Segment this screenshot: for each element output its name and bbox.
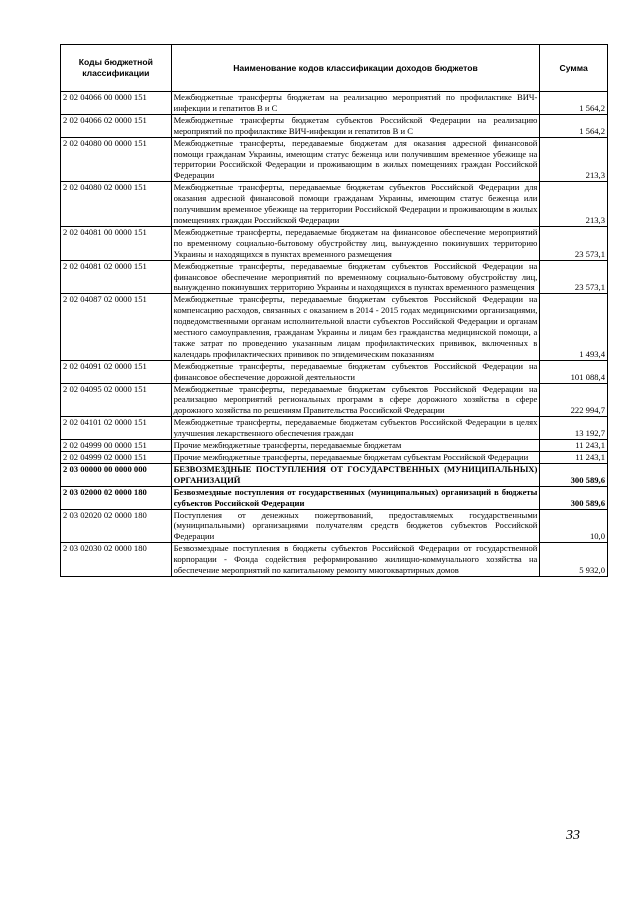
cell-name: Межбюджетные трансферты, передаваемые бюджетам субъектов Российской Федерации для оказания адресной финансовой помощи гражданам Украины, имеющим статус беженца или получившим временное убежище на территории Российской Федерации и проживающим в жилых помещениях граждан Российской Федерации: [171, 182, 540, 227]
table-row: [61, 463, 608, 486]
table-row: [61, 260, 608, 294]
cell-code: 2 02 04081 00 0000 151: [61, 226, 172, 260]
cell-name: Прочие межбюджетные трансферты, передаваемые бюджетам субъектам Российской Федерации: [171, 452, 540, 464]
table-row: [61, 92, 608, 115]
table-row: [61, 383, 608, 417]
table-body: [61, 92, 608, 577]
cell-code: 2 02 04080 00 0000 151: [61, 137, 172, 182]
cell-name: Безвозмездные поступления в бюджеты субъектов Российской Федерации от государственной корпорации - Фонда содействия реформированию жилищно-коммунального хозяйства на обеспечение мероприятий по капитальному ремонту многоквартирных домов: [171, 543, 540, 577]
cell-code: 2 02 04080 02 0000 151: [61, 182, 172, 227]
table-row: [61, 226, 608, 260]
cell-name: Поступления от денежных пожертвований, предоставляемых государственными (муниципальными) организациями получателям средств бюджетов субъектов Российской Федерации: [171, 509, 540, 543]
table-row: [61, 509, 608, 543]
cell-code: 2 02 04081 02 0000 151: [61, 260, 172, 294]
cell-sum: 11 243,1: [540, 440, 608, 452]
revenue-classification-table: [60, 44, 608, 577]
cell-code: 2 03 00000 00 0000 000: [61, 463, 172, 486]
table-header-row: [61, 45, 608, 92]
header-sum: Сумма: [540, 45, 608, 92]
cell-code: 2 02 04087 02 0000 151: [61, 294, 172, 360]
table-row: [61, 137, 608, 182]
table-row: [61, 440, 608, 452]
cell-sum: 1 493,4: [540, 294, 608, 360]
header-code: Коды бюджетной классификации: [61, 45, 172, 92]
page-number: 33: [566, 828, 580, 843]
cell-code: 2 03 02030 02 0000 180: [61, 543, 172, 577]
cell-name: Межбюджетные трансферты бюджетам субъектов Российской Федерации на реализацию мероприятий по профилактике ВИЧ-инфекции и гепатитов В и С: [171, 114, 540, 137]
cell-name: Межбюджетные трансферты, передаваемые бюджетам на финансовое обеспечение мероприятий по временному социально-бытовому обустройству лиц, вынужденно покинувших территорию Украины и находящихся в пунктах временного размещения: [171, 226, 540, 260]
cell-code: 2 03 02020 02 0000 180: [61, 509, 172, 543]
cell-sum: 23 573,1: [540, 260, 608, 294]
cell-sum: 101 088,4: [540, 360, 608, 383]
table-row: [61, 114, 608, 137]
cell-sum: 222 994,7: [540, 383, 608, 417]
cell-sum: 300 589,6: [540, 463, 608, 486]
cell-code: 2 02 04095 02 0000 151: [61, 383, 172, 417]
cell-sum: 10,0: [540, 509, 608, 543]
cell-name: Межбюджетные трансферты, передаваемые бюджетам субъектов Российской Федерации на финансовое обеспечение дорожной деятельности: [171, 360, 540, 383]
cell-sum: 213,3: [540, 182, 608, 227]
cell-code: 2 02 04999 02 0000 151: [61, 452, 172, 464]
cell-sum: 300 589,6: [540, 486, 608, 509]
cell-name: Прочие межбюджетные трансферты, передаваемые бюджетам: [171, 440, 540, 452]
cell-sum: 11 243,1: [540, 452, 608, 464]
table-row: [61, 452, 608, 464]
table-row: [61, 543, 608, 577]
cell-sum: 213,3: [540, 137, 608, 182]
cell-sum: 1 564,2: [540, 114, 608, 137]
cell-name: Межбюджетные трансферты, передаваемые бюджетам субъектов Российской Федерации на финансовое обеспечение мероприятий по временному социально-бытовому обустройству лиц, вынужденно покинувших территорию Украины и находящихся в пунктах временного размещения: [171, 260, 540, 294]
table-row: [61, 486, 608, 509]
cell-code: 2 02 04999 00 0000 151: [61, 440, 172, 452]
cell-sum: 23 573,1: [540, 226, 608, 260]
table-row: [61, 360, 608, 383]
cell-code: 2 02 04101 02 0000 151: [61, 417, 172, 440]
table-row: [61, 182, 608, 227]
cell-name: Межбюджетные трансферты, передаваемые бюджетам для оказания адресной финансовой помощи гражданам Украины, имеющим статус беженца или получившим временное убежище на территории Российской Федерации и проживающим в жилых помещениях граждан Российской Федерации: [171, 137, 540, 182]
cell-sum: 13 192,7: [540, 417, 608, 440]
cell-sum: 5 932,0: [540, 543, 608, 577]
cell-name: Межбюджетные трансферты, передаваемые бюджетам субъектов Российской Федерации в целях улучшения лекарственного обеспечения граждан: [171, 417, 540, 440]
cell-code: 2 03 02000 02 0000 180: [61, 486, 172, 509]
cell-name: Межбюджетные трансферты, передаваемые бюджетам субъектов Российской Федерации на реализацию мероприятий региональных программ в сфере дорожного хозяйства в сфере дорожного хозяйства по решениям Правительства Российской Федерации: [171, 383, 540, 417]
cell-name: Безвозмездные поступления от государственных (муниципальных) организаций в бюджеты субъектов Российской Федерации: [171, 486, 540, 509]
cell-name: БЕЗВОЗМЕЗДНЫЕ ПОСТУПЛЕНИЯ ОТ ГОСУДАРСТВЕННЫХ (МУНИЦИПАЛЬНЫХ) ОРГАНИЗАЦИЙ: [171, 463, 540, 486]
table-row: [61, 417, 608, 440]
cell-code: 2 02 04066 02 0000 151: [61, 114, 172, 137]
cell-code: 2 02 04091 02 0000 151: [61, 360, 172, 383]
header-name: Наименование кодов классификации доходов бюджетов: [171, 45, 540, 92]
cell-name: Межбюджетные трансферты, передаваемые бюджетам субъектов Российской Федерации на компенсацию расходов, связанных с оказанием в 2014 - 2015 годах медицинскими организациями, подведомственными органам исполнительной власти субъектов Российской Федерации и органам местного самоуправления, гражданам Украины и лицам без гражданства медицинской помощи, а также затрат по проведению указанным лицам профилактических прививок, включенных в календарь профилактических прививок по эпидемическим показаниям: [171, 294, 540, 360]
cell-name: Межбюджетные трансферты бюджетам на реализацию мероприятий по профилактике ВИЧ-инфекции и гепатитов В и С: [171, 92, 540, 115]
cell-sum: 1 564,2: [540, 92, 608, 115]
cell-code: 2 02 04066 00 0000 151: [61, 92, 172, 115]
table-row: [61, 294, 608, 360]
